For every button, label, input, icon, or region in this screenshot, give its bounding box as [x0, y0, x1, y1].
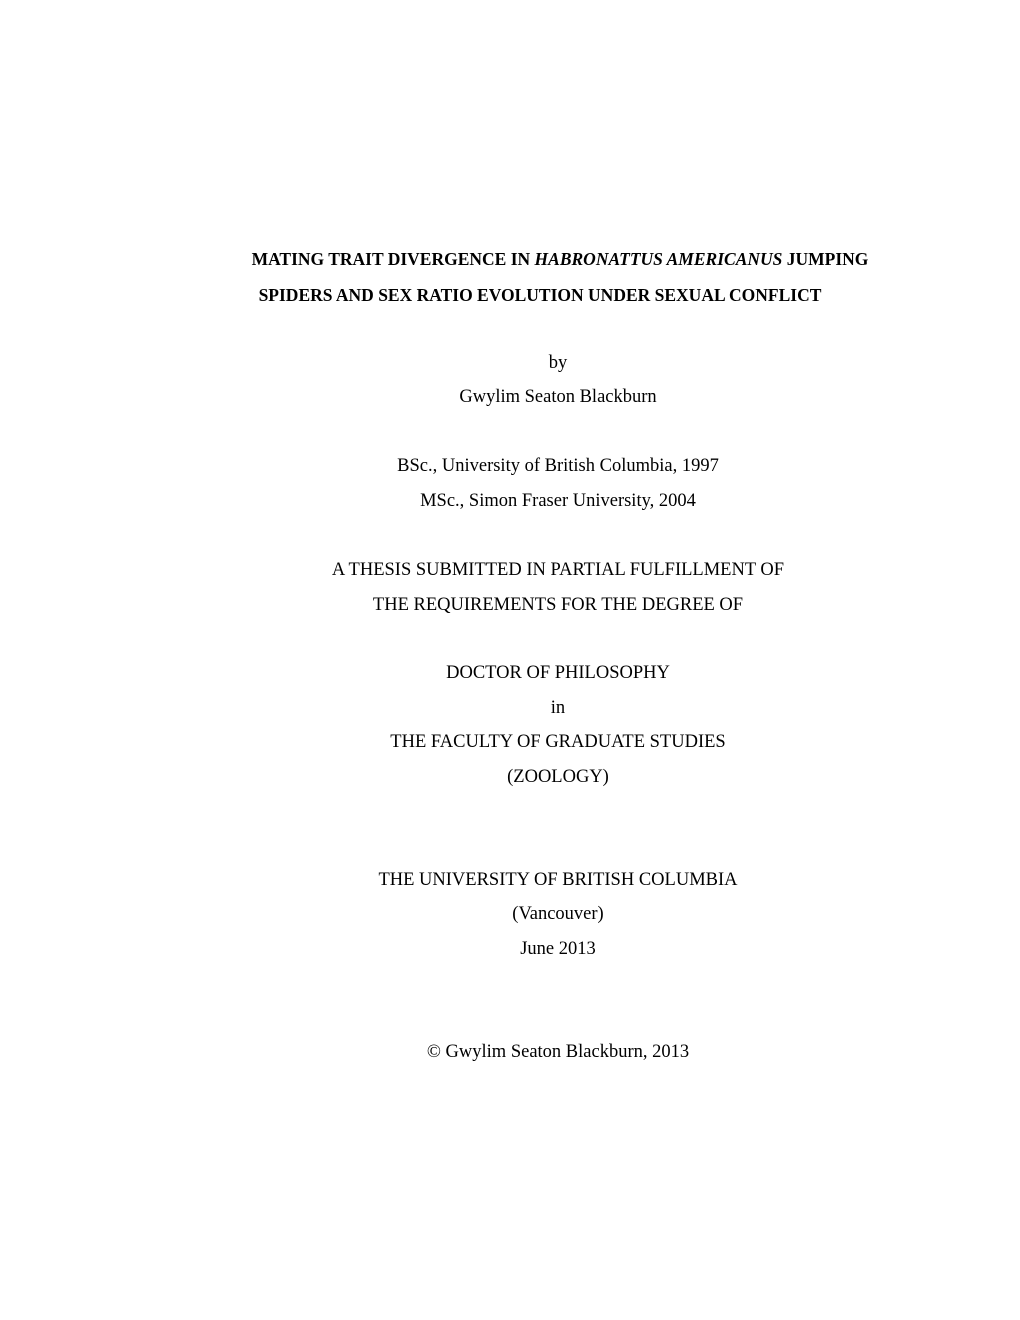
degree-bsc: BSc., University of British Columbia, 1997 [397, 456, 719, 476]
species-name: HABRONATTUS AMERICANUS [534, 249, 783, 269]
degree-msc: MSc., Simon Fraser University, 2004 [420, 491, 696, 511]
by-label: by [548, 353, 568, 373]
submission-line-1: A THESIS SUBMITTED IN PARTIAL FULFILLMENT OF [331, 560, 785, 580]
university-location: (Vancouver) [512, 904, 604, 924]
department-name: (ZOOLOGY) [507, 767, 609, 787]
degree-name: DOCTOR OF PHILOSOPHY [446, 663, 670, 683]
copyright-notice: © Gwylim Seaton Blackburn, 2013 [426, 1042, 690, 1062]
title-text-before: MATING TRAIT DIVERGENCE IN [251, 249, 535, 269]
thesis-title-line-2: SPIDERS AND SEX RATIO EVOLUTION UNDER SEXUAL CONFLICT [258, 285, 822, 305]
submission-line-2: THE REQUIREMENTS FOR THE DEGREE OF [372, 595, 744, 615]
university-name: THE UNIVERSITY OF BRITISH COLUMBIA [378, 870, 738, 890]
thesis-title-line-1 [50, 248, 1020, 270]
in-label: in [550, 698, 566, 718]
author-name: Gwylim Seaton Blackburn [459, 387, 657, 407]
title-text-after: JUMPING [782, 249, 869, 269]
faculty-name: THE FACULTY OF GRADUATE STUDIES [390, 732, 726, 752]
submission-date: June 2013 [520, 939, 596, 959]
